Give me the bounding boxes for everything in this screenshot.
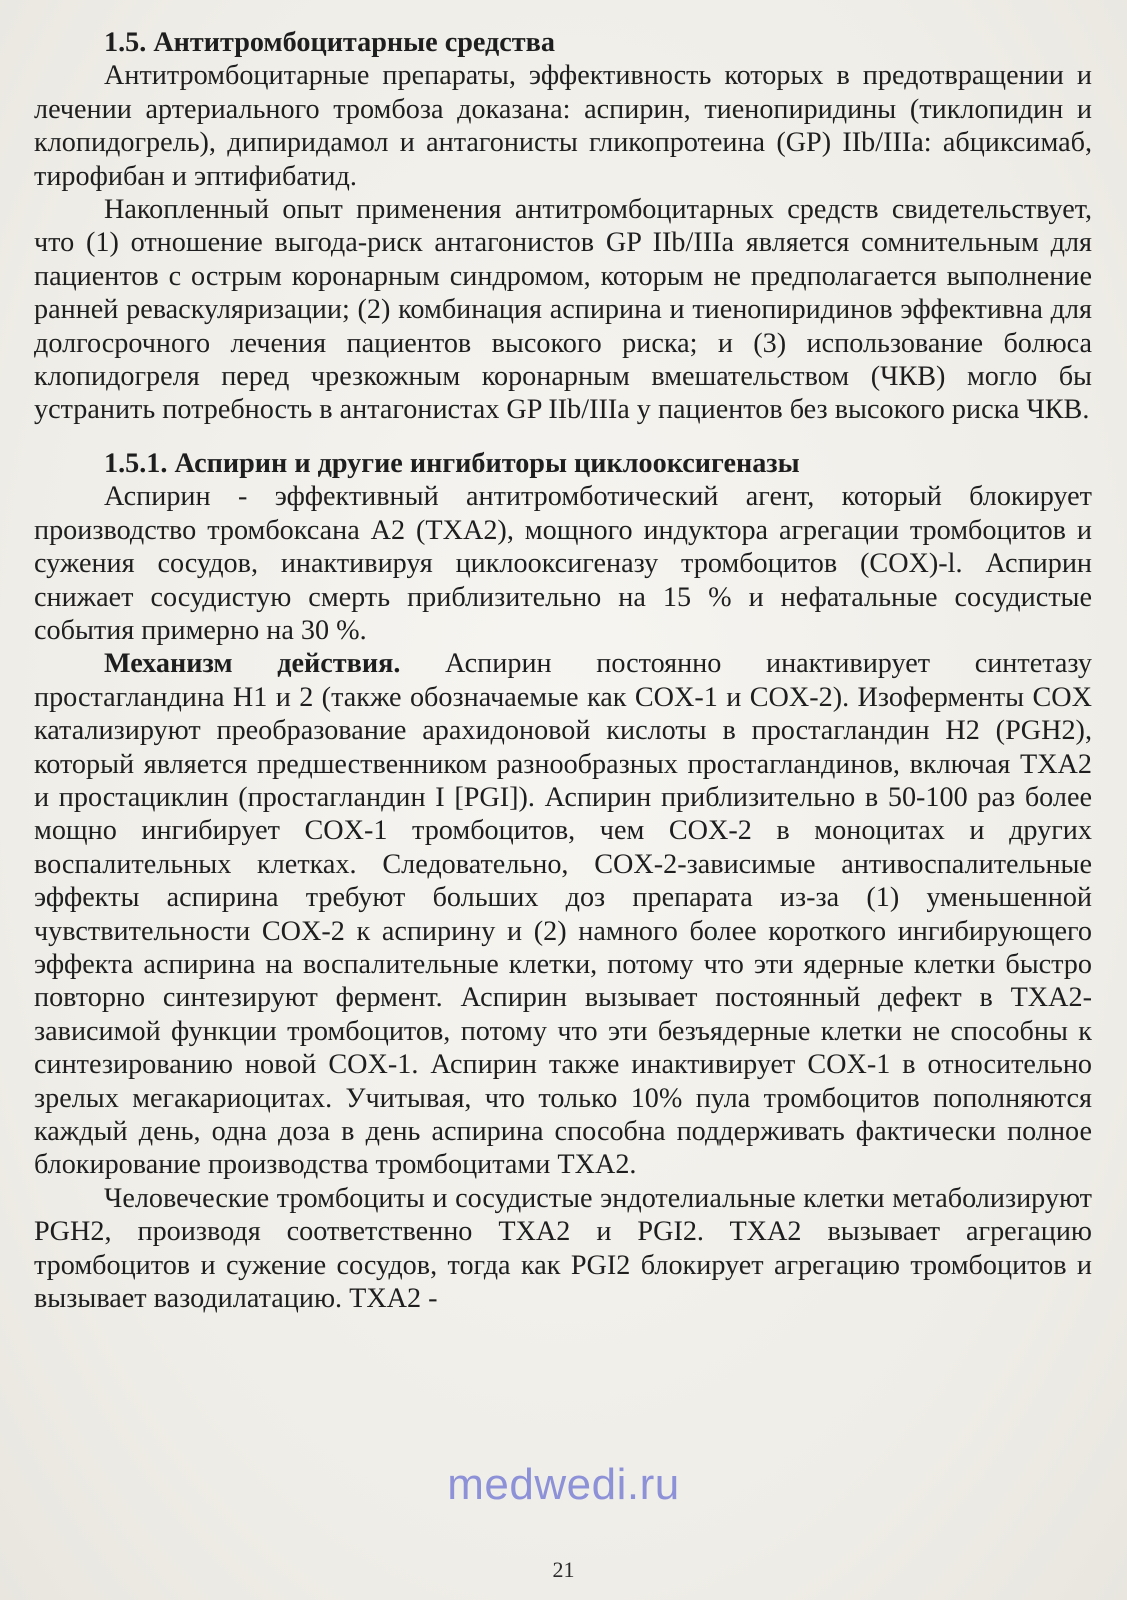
mechanism-text: Аспирин постоянно инактивирует синтетазу простагландина H1 и 2 (также обозначаемые как COX-1 и COX-2). Изоферменты COX катализируют преобразование арахидоновой кислоты в простагландин H2 (PGH2), который является предшественником разнообразных простагландинов, включая TXA2 и простациклин (простагландин I [PGI]). Аспирин приблизительно в 50-100 раз более мощно ингибирует COX-1 тромбоцитов, чем COX-2 в моноцитах и других воспалительных клетках. Следовательно, COX-2-зависимые антивоспалительные эффекты аспирина требуют больших доз препарата из-за (1) уменьшенной чувствительности COX-2 к аспирину и (2) намного более короткого ингибирующего эффекта аспирина на воспалительные клетки, потому что эти ядерные клетки быстро повторно синтезируют фермент. Аспирин вызывает постоянный дефект в TXA2-зависимой функции тромбоцитов, потому что эти безъядерные клетки не способны к синтезированию новой COX-1. Аспирин также инактивирует COX-1 в относительно зрелых мегакариоцитах. Учитывая, что только 10% пула тромбоцитов пополняются каждый день, одна доза в день аспирина способна поддерживать фактически полное блокирование производства тромбоцитами TXA2.: [34, 648, 1093, 1181]
page-content: [34, 26, 1092, 1315]
section-gap: [34, 427, 1092, 447]
mechanism-paragraph: [34, 647, 1092, 1182]
page-number: 21: [552, 1557, 575, 1582]
section-paragraph-1: Антитромбоцитарные препараты, эффективность которых в предотвращении и лечении артериального тромбоза доказана: аспирин, тиенопиридины (тиклопидин и клопидогрель), дипиридамол и антагонисты гликопротеина (GP) IIb/IIIa: абциксимаб, тирофибан и эптифибатид.: [34, 60, 1092, 192]
last-paragraph: Человеческие тромбоциты и сосудистые эндотелиальные клетки метаболизируют PGH2, производя соответственно TXA2 и PGI2. TXA2 вызывает агрегацию тромбоцитов и сужение сосудов, тогда как PGI2 блокирует агрегацию тромбоцитов и вызывает вазодилатацию. TXA2 -: [34, 1182, 1092, 1315]
site-watermark: medwedi.ru: [447, 1460, 680, 1509]
subsection-heading: 1.5.1. Аспирин и другие ингибиторы циклооксигеназы: [104, 447, 800, 479]
mechanism-lead: Механизм действия.: [104, 648, 401, 680]
section-paragraph-2: Накопленный опыт применения антитромбоцитарных средств свидетельствует, что (1) отношение выгода-риск антагонистов GP IIb/IIIa является сомнительным для пациентов с острым коронарным синдромом, которым не предполагается выполнение ранней реваскуляризации; (2) комбинация аспирина и тиенопиридинов эффективна для долгосрочного лечения пациентов высокого риска; и (3) использование болюса клопидогреля перед чрезкожным коронарным вмешательством (ЧКВ) могло бы устранить потребность в антагонистах GP IIb/IIIa у пациентов без высокого риска ЧКВ.: [34, 194, 1092, 426]
subsection-intro-paragraph: Аспирин - эффективный антитромботический агент, который блокирует производство тромбоксана A2 (TXA2), мощного индуктора агрегации тромбоцитов и сужения сосудов, инактивируя циклооксигеназу тромбоцитов (COX)-l. Аспирин снижает сосудистую смерть приблизительно на 15 % и нефатальные сосудистые события примерно на 30 %.: [34, 481, 1092, 646]
section-heading: 1.5. Антитромбоцитарные средства: [104, 27, 555, 58]
